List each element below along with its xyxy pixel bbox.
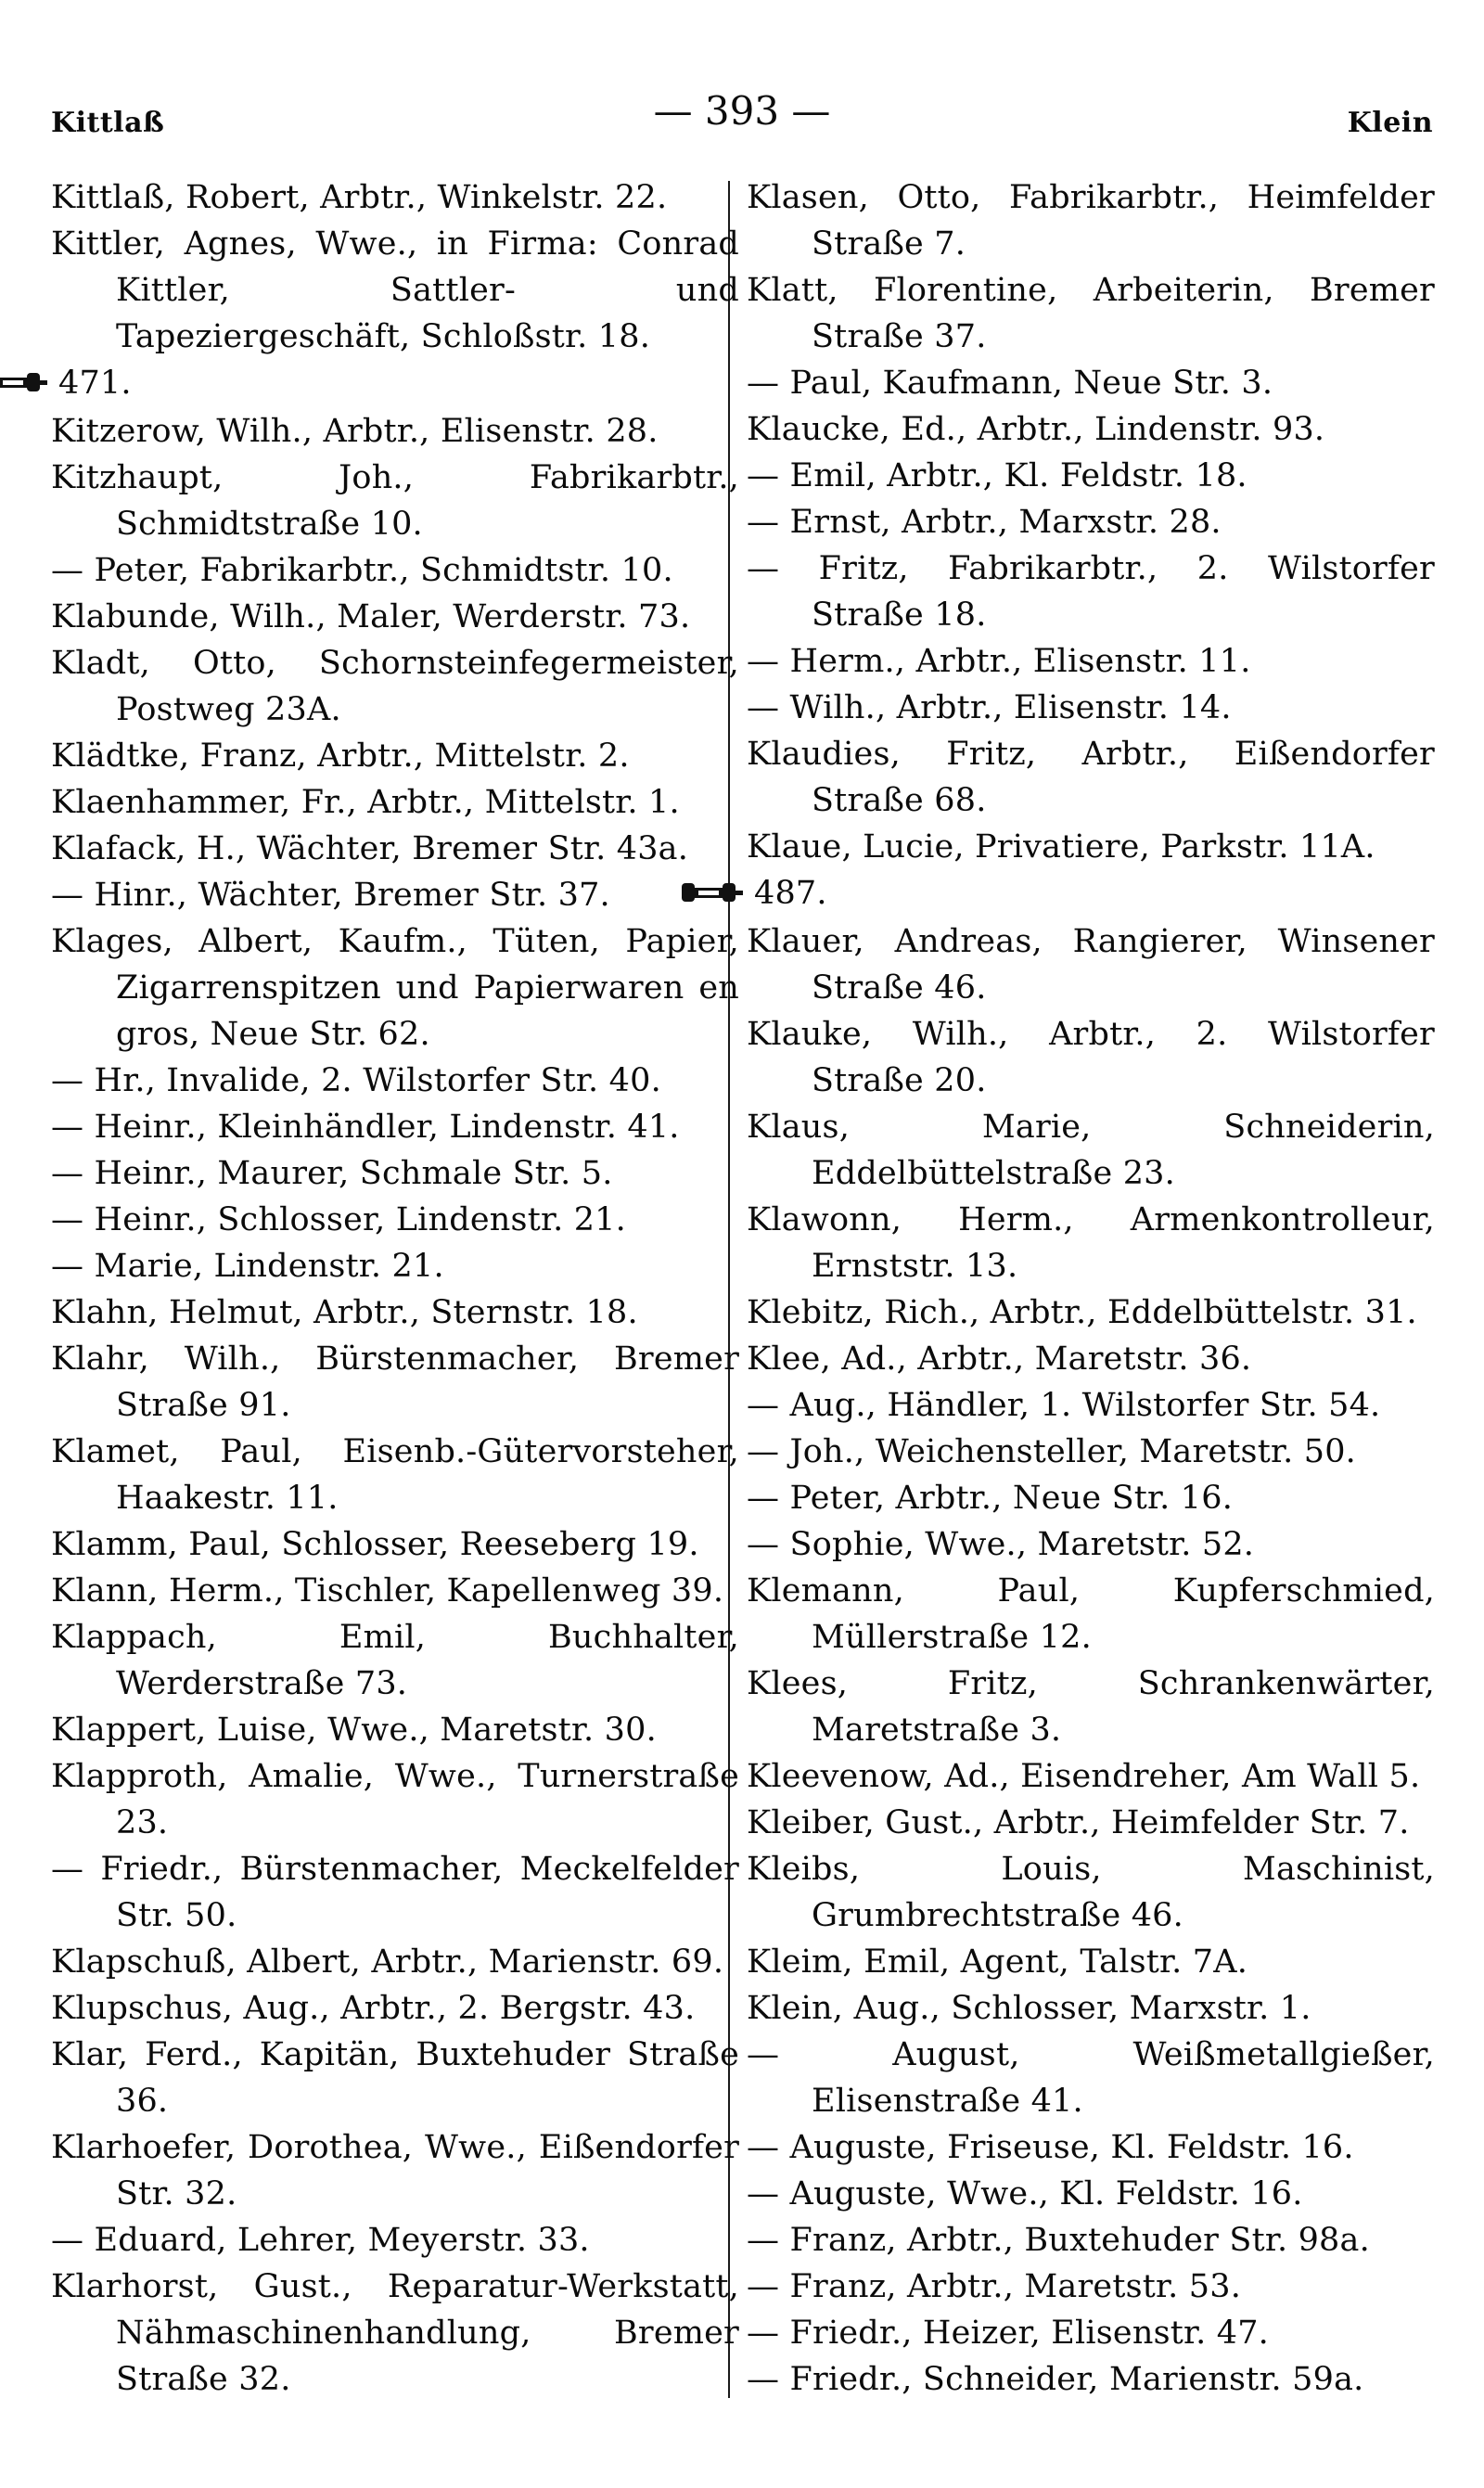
telephone-number: 471. (58, 365, 132, 402)
entry: — Franz, Arbtr., Maretstr. 53. (747, 2267, 1242, 2305)
entry: Klapproth, Amalie, Wwe., Turnerstraße 23. (51, 1757, 739, 1841)
header-right-catchword: Klein (1347, 107, 1433, 139)
entry: — Emil, Arbtr., Kl. Feldstr. 18. (747, 457, 1247, 494)
entry: Klahr, Wilh., Bürstenmacher, Bremer Straße 91. (51, 1340, 739, 1424)
entry: — Heinr., Maurer, Schmale Str. 5. (51, 1154, 613, 1192)
entry: Klasen, Otto, Fabrikarbtr., Heimfelder Straße 7. (747, 179, 1435, 263)
entry: — Wilh., Arbtr., Elisenstr. 14. (747, 689, 1232, 726)
entry: Klees, Fritz, Schrankenwärter, Maretstraße 3. (747, 1664, 1435, 1749)
entry: — Auguste, Friseuse, Kl. Feldstr. 16. (747, 2128, 1354, 2166)
entry: — Peter, Fabrikarbtr., Schmidtstr. 10. (51, 551, 673, 589)
entry: — Joh., Weichensteller, Maretstr. 50. (747, 1432, 1356, 1470)
page-number: — 393 — (653, 88, 831, 134)
entry: — Auguste, Wwe., Kl. Feldstr. 16. (747, 2174, 1303, 2212)
entry: Kleibs, Louis, Maschinist, Grumbrechtstraße 46. (747, 1850, 1435, 1934)
entry: — Friedr., Heizer, Elisenstr. 47. (747, 2314, 1270, 2352)
entry: Kittlaß, Robert, Arbtr., Winkelstr. 22. (51, 179, 668, 216)
entry: Klamm, Paul, Schlosser, Reeseberg 19. (51, 1525, 699, 1563)
entry: Kleim, Emil, Agent, Talstr. 7A. (747, 1943, 1248, 1981)
entry: Klee, Ad., Arbtr., Maretstr. 36. (747, 1340, 1252, 1378)
entry: Klupschus, Aug., Arbtr., 2. Bergstr. 43. (51, 1989, 696, 2027)
entry: Klebitz, Rich., Arbtr., Eddelbüttelstr. 31. (747, 1293, 1417, 1331)
entry: — Friedr., Bürstenmacher, Meckelfelder Str. 50. (51, 1850, 739, 1934)
entry: Klaus, Marie, Schneiderin, Eddelbüttelstraße 23. (747, 1108, 1435, 1192)
entry: — Herm., Arbtr., Elisenstr. 11. (747, 643, 1251, 680)
entry: Klarhorst, Gust., Reparatur-Werkstatt, Nähmaschinenhandlung, Bremer Straße 32. (51, 2267, 739, 2398)
entry: — Peter, Arbtr., Neue Str. 16. (747, 1479, 1234, 1517)
telephone-number: 487. (754, 875, 827, 912)
entry: — Marie, Lindenstr. 21. (51, 1247, 444, 1285)
entry: Klappert, Luise, Wwe., Maretstr. 30. (51, 1711, 657, 1749)
entry: Klädtke, Franz, Arbtr., Mittelstr. 2. (51, 737, 630, 775)
entry: Klapschuß, Albert, Arbtr., Marienstr. 69. (51, 1943, 724, 1981)
entry: — Hinr., Wächter, Bremer Str. 37. (51, 876, 610, 914)
entry: Klafack, H., Wächter, Bremer Str. 43a. (51, 829, 689, 867)
entry: Kittler, Agnes, Wwe., in Firma: Conrad Kittler, Sattler- und Tapeziergeschäft, Schloßstr. 18. (51, 225, 739, 355)
entry: — Hr., Invalide, 2. Wilstorfer Str. 40. (51, 1061, 661, 1099)
entry: — Heinr., Kleinhändler, Lindenstr. 41. (51, 1108, 680, 1146)
entry: Klaue, Lucie, Privatiere, Parkstr. 11A. (747, 828, 1375, 866)
entry: — Franz, Arbtr., Buxtehuder Str. 98a. (747, 2221, 1370, 2259)
entry: — Heinr., Schlosser, Lindenstr. 21. (51, 1200, 626, 1238)
left-column (51, 174, 739, 2403)
running-head (51, 88, 1433, 153)
entry: Klages, Albert, Kaufm., Tüten, Papier, Zigarrenspitzen und Papierwaren en gros, Neue Str. 62. (51, 922, 739, 1053)
entry: Klauke, Wilh., Arbtr., 2. Wilstorfer Straße 20. (747, 1015, 1435, 1099)
entry: Kitzhaupt, Joh., Fabrikarbtr., Schmidtstraße 10. (51, 458, 739, 543)
entry: — Paul, Kaufmann, Neue Str. 3. (747, 365, 1273, 402)
entry: — Sophie, Wwe., Maretstr. 52. (747, 1525, 1255, 1563)
entry: Klabunde, Wilh., Maler, Werderstr. 73. (51, 597, 691, 635)
entry: Klarhoefer, Dorothea, Wwe., Eißendorfer Str. 32. (51, 2128, 739, 2212)
entry-phone (747, 870, 1435, 918)
entry: — Ernst, Arbtr., Marxstr. 28. (747, 504, 1222, 541)
entry: Kleiber, Gust., Arbtr., Heimfelder Str. 7. (747, 1803, 1410, 1841)
entry-phone (51, 360, 739, 408)
entry: Klamet, Paul, Eisenb.-Gütervorsteher, Haakestr. 11. (51, 1432, 739, 1517)
entry: Klaenhammer, Fr., Arbtr., Mittelstr. 1. (51, 783, 680, 821)
entry: — Fritz, Fabrikarbtr., 2. Wilstorfer Straße 18. (747, 550, 1435, 634)
right-column (747, 174, 1435, 2403)
entry: — Aug., Händler, 1. Wilstorfer Str. 54. (747, 1386, 1381, 1424)
header-left-catchword: Kittlaß (51, 107, 165, 139)
entry: Kladt, Otto, Schornsteinfegermeister, Postweg 23A. (51, 644, 739, 728)
entry: Klemann, Paul, Kupferschmied, Müllerstraße 12. (747, 1571, 1435, 1656)
entry: Klawonn, Herm., Armenkontrolleur, Ernststr. 13. (747, 1200, 1435, 1285)
entry: — August, Weißmetallgießer, Elisenstraße 41. (747, 2035, 1435, 2120)
entry: Klatt, Florentine, Arbeiterin, Bremer Straße 37. (747, 272, 1435, 355)
entry: Klaudies, Fritz, Arbtr., Eißendorfer Straße 68. (747, 736, 1435, 819)
entry: Kleevenow, Ad., Eisendreher, Am Wall 5. (747, 1757, 1421, 1795)
entry: — Eduard, Lehrer, Meyerstr. 33. (51, 2221, 590, 2259)
entry: Klein, Aug., Schlosser, Marxstr. 1. (747, 1989, 1311, 2027)
entry: — Friedr., Schneider, Marienstr. 59a. (747, 2360, 1364, 2398)
entry: Kitzerow, Wilh., Arbtr., Elisenstr. 28. (51, 412, 659, 450)
entry: Klar, Ferd., Kapitän, Buxtehuder Straße 36. (51, 2035, 739, 2120)
entry: Klann, Herm., Tischler, Kapellenweg 39. (51, 1571, 724, 1610)
entry: Klauer, Andreas, Rangierer, Winsener Straße 46. (747, 922, 1435, 1007)
entry: Klahn, Helmut, Arbtr., Sternstr. 18. (51, 1293, 638, 1331)
entry: Klappach, Emil, Buchhalter, Werderstraße 73. (51, 1618, 739, 1702)
entry: Klaucke, Ed., Arbtr., Lindenstr. 93. (747, 411, 1325, 448)
